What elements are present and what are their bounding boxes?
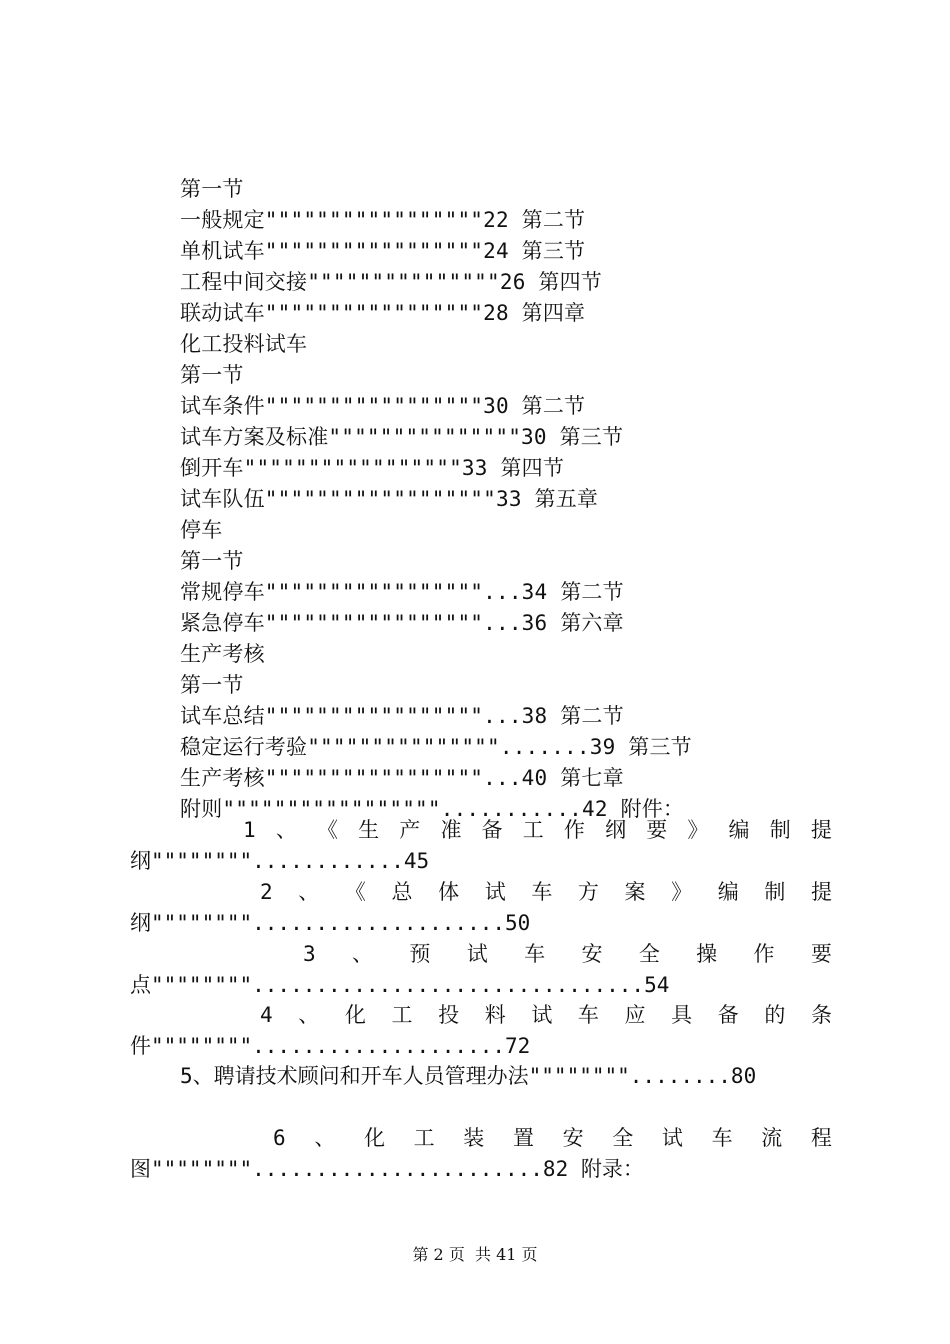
toc-line: 第一节 <box>180 673 244 697</box>
appendix-char: 编 <box>728 818 750 842</box>
appendix-char: 化 <box>344 1003 366 1027</box>
appendix-char: 料 <box>484 1003 506 1027</box>
appendix-char: 、 <box>352 942 374 966</box>
appendix-item-2-cont: 纲""""""""....................50 <box>130 911 531 935</box>
appendix-char: 全 <box>638 942 660 966</box>
appendix-item-1 <box>130 815 832 877</box>
toc-line: 常规停车"""""""""""""""""...34 第二节 <box>180 580 624 604</box>
appendix-char: 准 <box>440 818 462 842</box>
toc-line: 第一节 <box>180 549 244 573</box>
appendix-item-2-line <box>130 877 832 908</box>
appendix-item-3-cont: 点""""""""...............................54 <box>130 973 670 997</box>
appendix-item-3-line <box>130 939 832 970</box>
appendix-char: 车 <box>531 880 553 904</box>
appendix-char: 2 <box>260 880 273 904</box>
appendix-char: 置 <box>512 1126 534 1150</box>
appendix-char: 方 <box>577 880 599 904</box>
toc-line: 第一节 <box>180 363 244 387</box>
appendix-char: 预 <box>409 942 431 966</box>
appendix-char: 工 <box>522 818 544 842</box>
appendix-char: 《 <box>344 880 366 904</box>
appendix-char: 制 <box>769 818 791 842</box>
appendix-char: 条 <box>810 1003 832 1027</box>
appendix-item-6-cont: 图"""""""".......................82 附录： <box>130 1157 644 1181</box>
appendix-char: 全 <box>612 1126 634 1150</box>
appendix-char: 要 <box>810 942 832 966</box>
appendix-item-4 <box>130 1000 832 1062</box>
toc-line: 试车方案及标准"""""""""""""""30 第三节 <box>180 425 624 449</box>
appendix-char: 3 <box>303 942 316 966</box>
appendix-item-1-cont: 纲""""""""............45 <box>130 849 430 873</box>
appendix-char: 案 <box>624 880 646 904</box>
appendix-item-4-cont: 件""""""""....................72 <box>130 1034 531 1058</box>
toc-line: 倒开车"""""""""""""""""33 第四节 <box>180 456 565 480</box>
appendix-char: 应 <box>624 1003 646 1027</box>
appendix-char: 1 <box>243 818 256 842</box>
appendix-item-6-line <box>130 1123 832 1154</box>
appendix-char: 具 <box>671 1003 693 1027</box>
appendix-char: 体 <box>438 880 460 904</box>
appendix-char: 化 <box>363 1126 385 1150</box>
appendix-char: 纲 <box>605 818 627 842</box>
appendix-char: 总 <box>391 880 413 904</box>
appendix-item-1-line <box>130 815 832 846</box>
toc-line: 生产考核"""""""""""""""""...40 第七章 <box>180 766 624 790</box>
appendix-char: 投 <box>438 1003 460 1027</box>
toc-line: 紧急停车"""""""""""""""""...36 第六章 <box>180 611 624 635</box>
appendix-char: 试 <box>466 942 488 966</box>
appendix-char: 试 <box>661 1126 683 1150</box>
appendix-char: 流 <box>761 1126 783 1150</box>
page-footer: 第 2 页 共 41 页 <box>412 1245 538 1264</box>
toc-line: 化工投料试车 <box>180 332 308 356</box>
appendix-char: 《 <box>316 818 338 842</box>
toc-line: 停车 <box>180 518 223 542</box>
appendix-item-3 <box>130 939 832 1001</box>
appendix-char: 》 <box>687 818 709 842</box>
appendix-char: 、 <box>298 1003 320 1027</box>
toc-line: 附则"""""""""""""""""...........42 附件： <box>180 797 685 821</box>
appendix-char: 操 <box>696 942 718 966</box>
appendix-char: 编 <box>717 880 739 904</box>
appendix-char: 车 <box>577 1003 599 1027</box>
appendix-char: 、 <box>314 1126 336 1150</box>
toc-line: 试车总结"""""""""""""""""...38 第二节 <box>180 704 624 728</box>
appendix-char: 制 <box>764 880 786 904</box>
appendix-char: 工 <box>391 1003 413 1027</box>
appendix-char: 备 <box>717 1003 739 1027</box>
appendix-char: 车 <box>711 1126 733 1150</box>
appendix-item-5-line: 5、聘请技术顾问和开车人员管理办法""""""""........80 <box>180 1064 757 1088</box>
toc-line: 生产考核 <box>180 642 265 666</box>
appendix-char: 程 <box>810 1126 832 1150</box>
appendix-char: 备 <box>481 818 503 842</box>
appendix-char: 试 <box>531 1003 553 1027</box>
table-of-contents <box>180 174 840 825</box>
toc-line: 单机试车"""""""""""""""""24 第三节 <box>180 239 586 263</box>
appendix-char: 》 <box>671 880 693 904</box>
appendix-char: 提 <box>810 818 832 842</box>
appendix-char: 提 <box>810 880 832 904</box>
appendix-char: 作 <box>753 942 775 966</box>
toc-line: 联动试车"""""""""""""""""28 第四章 <box>180 301 586 325</box>
toc-line: 试车队伍""""""""""""""""""33 第五章 <box>180 487 599 511</box>
appendix-char: 安 <box>581 942 603 966</box>
appendix-char: 生 <box>358 818 380 842</box>
appendix-char: 车 <box>524 942 546 966</box>
appendix-char: 、 <box>275 818 297 842</box>
toc-line: 稳定运行考验""""""""""""""".......39 第三节 <box>180 735 692 759</box>
appendix-char: 试 <box>484 880 506 904</box>
appendix-char: 作 <box>563 818 585 842</box>
appendix-item-5 <box>180 1061 840 1092</box>
appendix-char: 产 <box>399 818 421 842</box>
appendix-char: 要 <box>646 818 668 842</box>
appendix-item-6 <box>130 1123 832 1185</box>
appendix-char: 装 <box>463 1126 485 1150</box>
appendix-item-2 <box>130 877 832 939</box>
toc-line: 第一节 <box>180 177 244 201</box>
toc-line: 一般规定"""""""""""""""""22 第二节 <box>180 208 586 232</box>
appendix-item-4-line <box>130 1000 832 1031</box>
appendix-char: 工 <box>413 1126 435 1150</box>
toc-line: 试车条件"""""""""""""""""30 第二节 <box>180 394 586 418</box>
toc-line: 工程中间交接"""""""""""""""26 第四节 <box>180 270 602 294</box>
appendix-char: 4 <box>260 1003 273 1027</box>
appendix-char: 、 <box>298 880 320 904</box>
appendix-char: 的 <box>764 1003 786 1027</box>
appendix-char: 安 <box>562 1126 584 1150</box>
appendix-char: 6 <box>273 1126 286 1150</box>
